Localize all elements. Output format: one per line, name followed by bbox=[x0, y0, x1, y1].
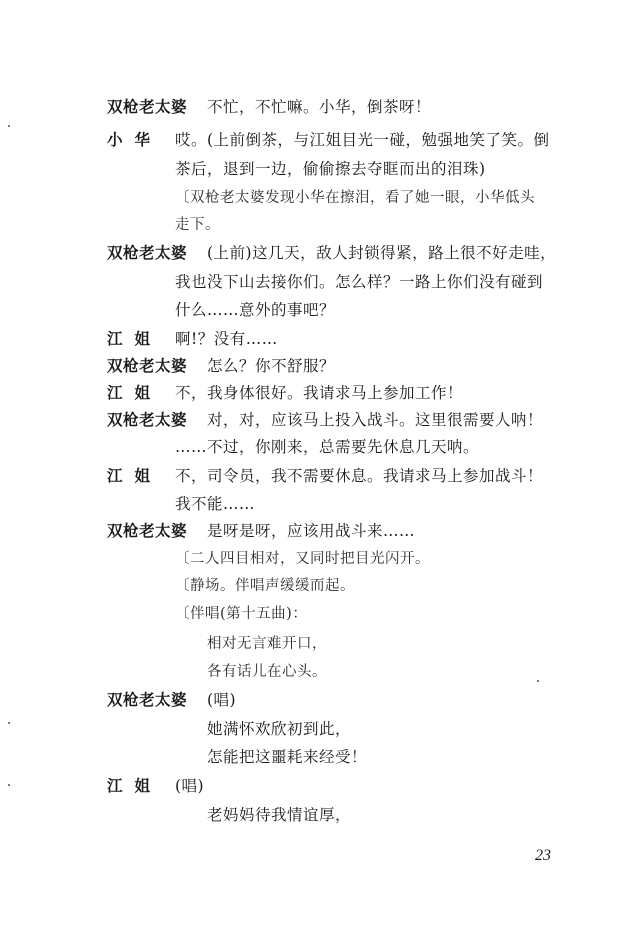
dialogue-text: 啊!？没有…… bbox=[175, 330, 278, 348]
speaker-label: 双枪老太婆 bbox=[107, 97, 188, 116]
dialogue-text: 不忙，不忙嘛。小华，倒茶呀！ bbox=[207, 98, 432, 116]
dialogue-text: (上前)这几天，敌人封锁得紧，路上很不好走哇， bbox=[207, 244, 557, 262]
dialogue-text: 对，对，应该马上投入战斗。这里很需要人呐！ bbox=[207, 411, 544, 429]
scan-speck bbox=[8, 125, 10, 127]
song-lyric: 相对无言难开口， bbox=[207, 636, 327, 652]
dialogue-text: 不，司令员，我不需要休息。我请求马上参加战斗！ bbox=[175, 467, 544, 485]
speaker-label: 双枪老太婆 bbox=[107, 356, 188, 375]
dialogue-text: 我不能…… bbox=[175, 495, 256, 513]
dialogue-text: 怎么？你不舒服？ bbox=[207, 357, 336, 375]
page-number: 23 bbox=[535, 847, 551, 864]
dialogue-text: 茶后，退到一边，偷偷擦去夺眶而出的泪珠) bbox=[175, 160, 486, 178]
speaker-label: 江姐 bbox=[107, 776, 163, 795]
scan-speck bbox=[537, 680, 539, 682]
dialogue-text: 是呀是呀，应该用战斗来…… bbox=[207, 522, 416, 540]
stage-direction: (唱) bbox=[207, 691, 237, 709]
song-lyric: 各有话儿在心头。 bbox=[207, 664, 327, 680]
speaker-label: 双枪老太婆 bbox=[107, 521, 188, 540]
speaker-label: 小华 bbox=[107, 130, 163, 149]
speaker-label: 江姐 bbox=[107, 383, 163, 402]
speaker-label: 双枪老太婆 bbox=[107, 243, 188, 262]
scan-speck bbox=[8, 722, 10, 724]
dialogue-text: ……不过，你刚来，总需要先休息几天呐。 bbox=[175, 438, 480, 456]
dialogue-text: 哎。(上前倒茶，与江姐目光一碰，勉强地笑了笑。倒 bbox=[175, 131, 550, 149]
speaker-label: 双枪老太婆 bbox=[107, 690, 188, 709]
dialogue-text: 什么……意外的事吧？ bbox=[175, 301, 336, 319]
speaker-label: 江姐 bbox=[107, 329, 163, 348]
stage-direction: 〔静场。伴唱声缓缓而起。 bbox=[175, 578, 355, 594]
stage-direction: (唱) bbox=[175, 777, 205, 795]
scan-speck bbox=[8, 784, 10, 786]
stage-direction: 〔二人四目相对，又同时把目光闪开。 bbox=[175, 551, 430, 567]
stage-direction: 走下。 bbox=[175, 217, 220, 233]
stage-direction: 〔伴唱(第十五曲)： bbox=[175, 606, 308, 622]
song-lyric: 怎能把这噩耗来经受！ bbox=[207, 748, 368, 766]
speaker-label: 江姐 bbox=[107, 466, 163, 485]
stage-direction: 〔双枪老太婆发现小华在擦泪，看了她一眼，小华低头 bbox=[175, 190, 535, 206]
speaker-label: 双枪老太婆 bbox=[107, 410, 188, 429]
song-lyric: 她满怀欢欣初到此， bbox=[207, 720, 352, 738]
dialogue-text: 不，我身体很好。我请求马上参加工作！ bbox=[175, 384, 464, 402]
dialogue-text: 我也没下山去接你们。怎么样？一路上你们没有碰到 bbox=[175, 273, 544, 291]
song-lyric: 老妈妈待我情谊厚， bbox=[207, 806, 352, 824]
